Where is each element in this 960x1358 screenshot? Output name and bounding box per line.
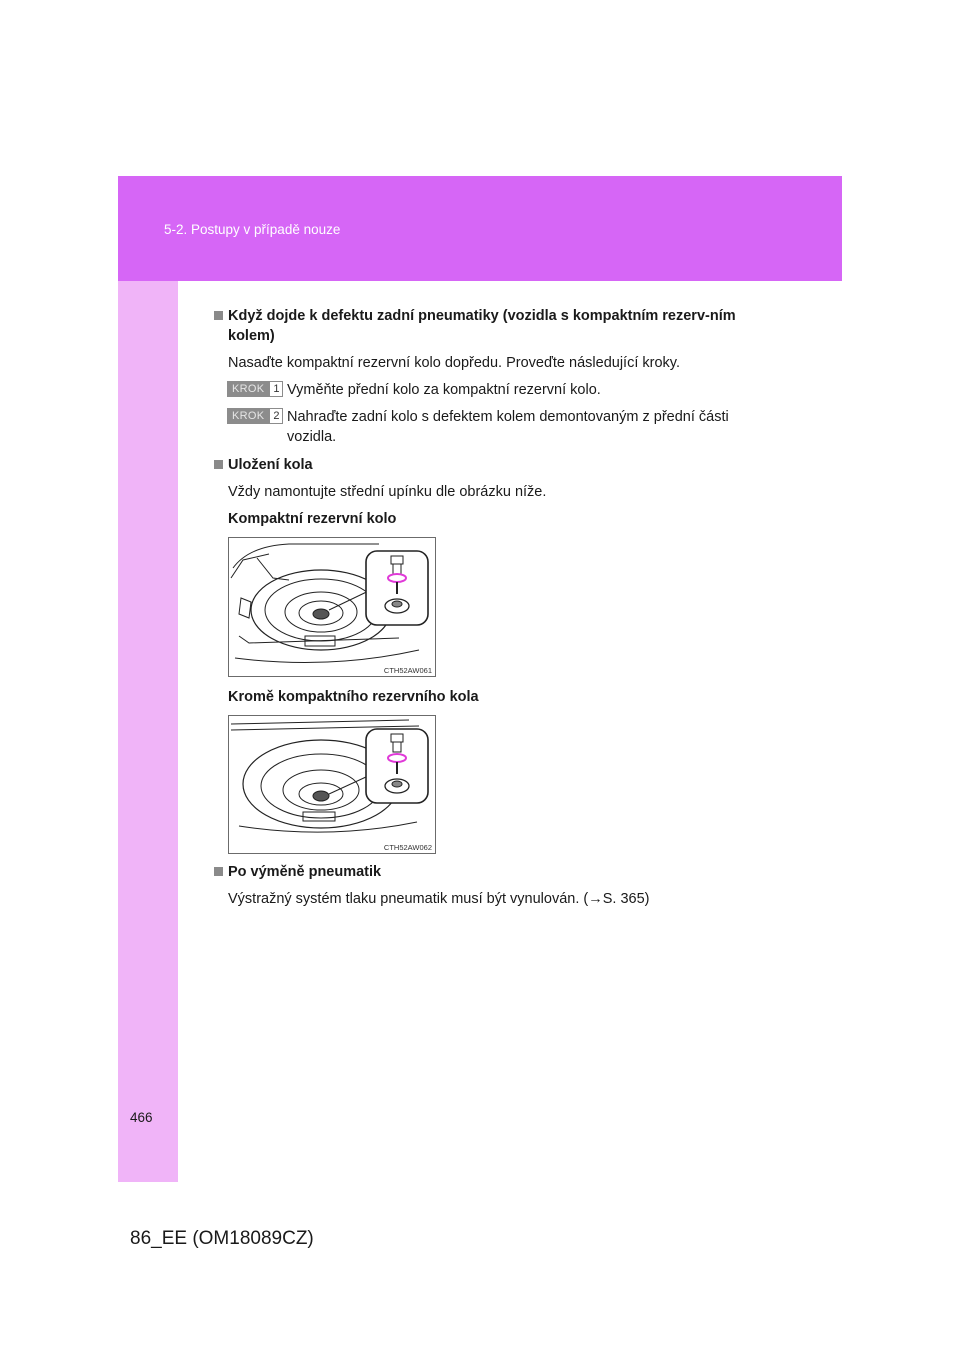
figure-compact-spare	[228, 537, 436, 677]
page-content-bottom	[214, 862, 754, 909]
section-heading-wheel-storage: Uložení kola	[214, 455, 754, 475]
paragraph: Nasaďte kompaktní rezervní kolo dopředu. Proveďte následující kroky.	[228, 355, 680, 371]
step-badge: KROK 1	[227, 381, 283, 397]
manual-code: 86_EE (OM18089CZ)	[130, 1228, 314, 1249]
square-bullet-icon	[214, 311, 223, 320]
square-bullet-icon	[214, 460, 223, 469]
figure-label-standard: Kromě kompaktního rezervního kola	[228, 689, 479, 705]
step-text: Vyměňte přední kolo za kompaktní rezervní kolo.	[287, 382, 601, 398]
step-2	[214, 407, 754, 447]
side-band	[118, 281, 178, 1182]
paragraph: Výstražný systém tlaku pneumatik musí být vynulován. (→S. 365)	[228, 891, 650, 907]
page-number: 466	[130, 1110, 153, 1125]
figure-code: CTH52AW061	[383, 666, 432, 675]
square-bullet-icon	[214, 867, 223, 876]
page-content	[214, 306, 754, 529]
figure-code: CTH52AW062	[383, 843, 432, 852]
step-text: Nahraďte zadní kolo s defektem kolem demontovaným z přední části vozidla.	[287, 409, 729, 445]
section-heading-rear-tire: Když dojde k defektu zadní pneumatiky (vozidla s kompaktním rezerv-ním kolem)	[214, 306, 754, 346]
paragraph: Vždy namontujte střední upínku dle obrázku níže.	[228, 484, 547, 500]
trunk-spare-illustration	[229, 716, 435, 853]
trunk-spare-illustration	[229, 538, 435, 676]
section-title: 5-2. Postupy v případě nouze	[164, 222, 341, 237]
figure-label-compact: Kompaktní rezervní kolo	[228, 511, 397, 527]
section-heading-after-tire-change: Po výměně pneumatik	[214, 862, 754, 882]
figure-standard-spare	[228, 715, 436, 854]
step-badge: KROK 2	[227, 408, 283, 424]
step-1	[214, 380, 754, 400]
